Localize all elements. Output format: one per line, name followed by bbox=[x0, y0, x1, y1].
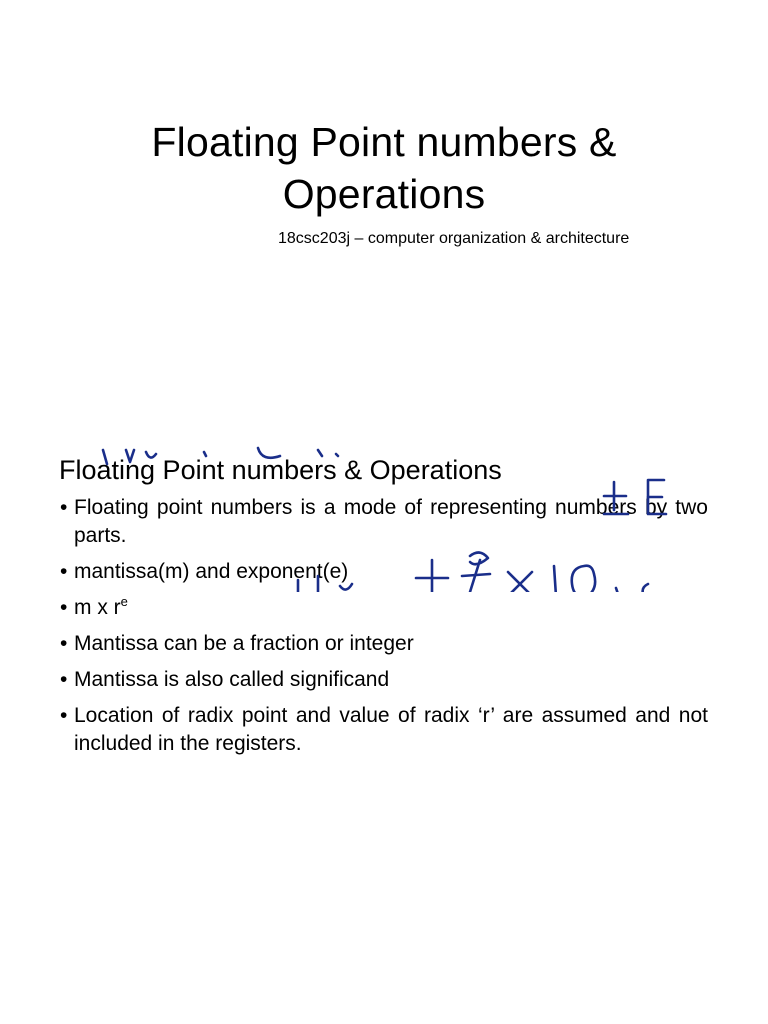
handwritten-notes bbox=[0, 432, 768, 592]
bullet-item bbox=[60, 666, 708, 694]
bullet-dot: • bbox=[60, 668, 68, 691]
bullet-text: Floating point numbers is a mode of representing numbers by two parts. bbox=[74, 496, 708, 547]
bullet-dot: • bbox=[60, 560, 68, 583]
slide-subtitle: 18csc203j – computer organization & architecture bbox=[278, 230, 630, 247]
bullet-dot: • bbox=[60, 632, 68, 655]
bullet-text: Mantissa can be a fraction or integer bbox=[74, 632, 414, 655]
bullet-text: mantissa(m) and exponent(e) bbox=[74, 560, 349, 583]
bullet-text: Location of radix point and value of radix ‘r’ are assumed and not included in the registers. bbox=[74, 704, 708, 755]
content-heading: Floating Point numbers & Operations bbox=[59, 455, 502, 485]
bullet-item bbox=[60, 702, 708, 758]
bullet-text: m x r bbox=[74, 596, 121, 619]
title-line-2: Operations bbox=[282, 171, 486, 217]
bullet-dot: • bbox=[60, 596, 68, 619]
title-slide bbox=[0, 0, 768, 432]
exponent-superscript: e bbox=[120, 594, 128, 609]
bullet-text: Mantissa is also called significand bbox=[74, 668, 390, 691]
bullet-item bbox=[60, 594, 708, 622]
bullet-dot: • bbox=[60, 496, 68, 519]
title-line-1: Floating Point numbers & bbox=[151, 119, 617, 165]
slide-title bbox=[0, 116, 768, 220]
bullet-dot: • bbox=[60, 704, 68, 727]
bullet-item bbox=[60, 630, 708, 658]
